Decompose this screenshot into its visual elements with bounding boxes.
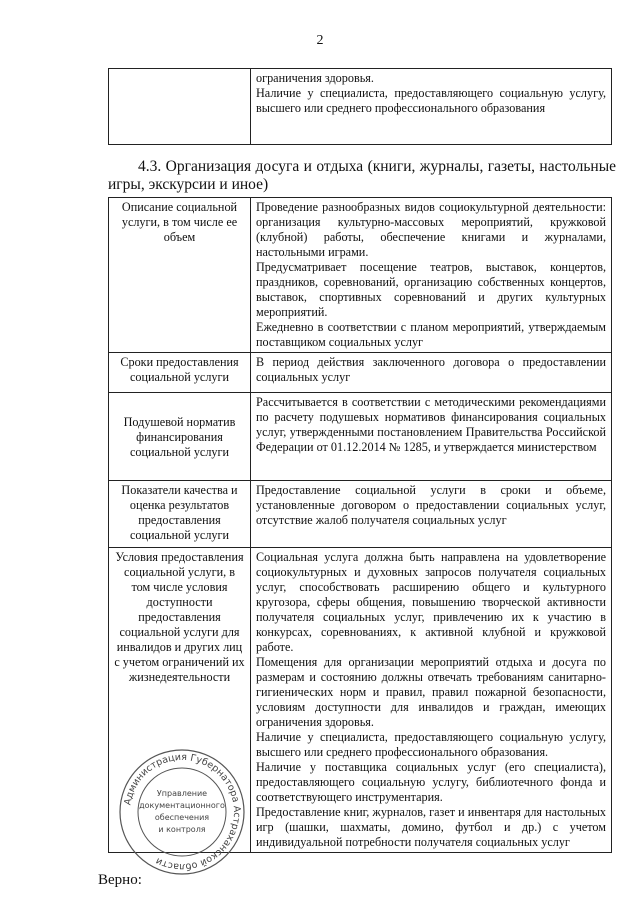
signature-label: Верно: [98, 872, 142, 888]
stamp-center-line: документационного [139, 801, 225, 810]
stamp-center-line: обеспечения [154, 813, 210, 822]
paragraph: Наличие у специалиста, предоставляющего социальную услугу, высшего или среднего профессионального образования [256, 86, 606, 115]
paragraph: Проведение разнообразных видов социокультурной деятельности: организация культурно-массовых мероприятий, кружковой (клубной) работы, обеспечение книгами и журналами, настольными играми. [256, 200, 606, 259]
row-content [251, 393, 612, 481]
table-row [109, 393, 612, 481]
row-label: Показатели качества и оценка результатов предоставления социальной услуги [109, 481, 251, 548]
row-label: Подушевой норматив финансирования социальной услуги [109, 393, 251, 481]
table-row [109, 481, 612, 548]
section-heading-line2: игры, экскурсии и иное) [108, 176, 269, 193]
page-number: 2 [316, 33, 324, 48]
paragraph: Предоставление книг, журналов, газет и инвентаря для настольных игр (шашки, шахматы, домино, футбол и др.) с учетом индивидуальной потребности получателя социальных услуг [256, 805, 606, 849]
empty-label-cell [109, 69, 251, 145]
stamp-center-line: Управление [156, 789, 208, 798]
paragraph: Социальная услуга должна быть направлена на удовлетворение социокультурных и духовных запросов получателя социальных услуг, способствовать расширению общего и культурного кругозора, сферы общения, повышению творческой активности получателя социальных услуг, привлечению их к участию в конкурсах, соревнованиях, к активной клубной и кружковой работе. [256, 550, 606, 654]
paragraph: Рассчитывается в соответствии с методическими рекомендациями по расчету подушевых нормативов финансирования социальных услуг, утвержденными постановлением Правительства Российской Федерации от 01.12.2014 № 1285, и утверждается министерством [256, 395, 606, 454]
row-label: Условия предоставления социальной услуги, в том числе условия доступности предоставления социальной услуги для инвалидов и других лиц с учетом ограничений их жизнедеятельности [109, 548, 251, 853]
row-label: Сроки предоставления социальной услуги [109, 353, 251, 393]
row-label: Описание социальной услуги, в том числе ее объем [109, 198, 251, 353]
paragraph: Наличие у специалиста, предоставляющего социальную услугу, высшего или среднего профессионального образования. [256, 730, 606, 759]
table-row [109, 198, 612, 353]
section-heading [108, 158, 616, 194]
table-row [109, 353, 612, 393]
official-stamp [118, 748, 246, 876]
row-content [251, 353, 612, 393]
paragraph: Наличие у поставщика социальных услуг (его специалиста), предоставляющего социальную услугу, библиотечного фонда и соответствующего инструментария. [256, 760, 606, 804]
paragraph: ограничения здоровья. [256, 71, 374, 85]
paragraph: Предусматривает посещение театров, выставок, концертов, праздников, соревнований, организацию собственных концертов, выставок, спортивных соревнований и других культурных мероприятий. [256, 260, 606, 319]
paragraph: Помещения для организации мероприятий отдыха и досуга по размерам и состоянию должны отвечать требованиям санитарно-гигиенических норм и правил, правил пожарной безопасности, условиям доступности для инвалидов и граждан, имеющих ограничения здоровья. [256, 655, 606, 729]
row-content [251, 198, 612, 353]
row-content [251, 548, 612, 853]
section-heading-line1: 4.3. Организация досуга и отдыха (книги, журналы, газеты, настольные [138, 158, 616, 175]
continuation-table [108, 68, 612, 145]
paragraph: Ежедневно в соответствии с планом мероприятий, утверждаемым поставщиком социальных услуг [256, 320, 606, 349]
paragraph: Предоставление социальной услуги в сроки и объеме, установленные договором о предоставлении социальных услуг, отсутствие жалоб получателя социальных услуг [256, 483, 606, 527]
continuation-text-cell [251, 69, 612, 145]
paragraph: В период действия заключенного договора о предоставлении социальных услуг [256, 355, 606, 384]
stamp-center-line: и контроля [158, 825, 206, 834]
row-content [251, 481, 612, 548]
stamp-ring-text: Администрация Губернатора Астраханской области [122, 751, 243, 873]
